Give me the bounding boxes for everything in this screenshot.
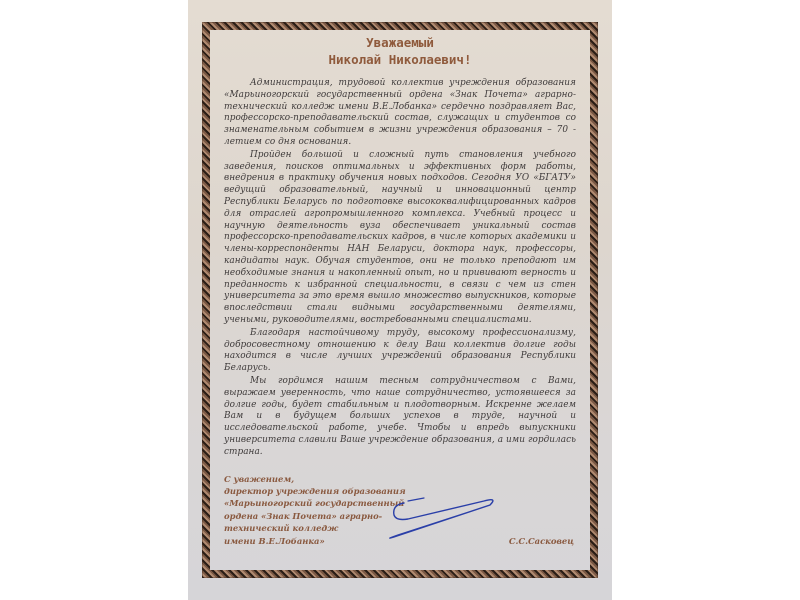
closing-line: директор учреждения образования xyxy=(224,485,406,496)
closing-line: ордена «Знак Почета» аграрно- xyxy=(224,510,383,521)
closing-line: имени В.Е.Лобанка» xyxy=(224,535,325,546)
paragraph-4: Мы гордимся нашим тесным сотрудничеством с Вами, выражаем уверенность, что наше сотрудничество, устоявшееся за долгие годы, будет стабильным и плодотворным. Искренне желаем Вам и в будущем больших успехов в труде, научной и исследовательской работе, учебе. Чтобы и впредь выпускники университета славили Ваше учреждение образования, а ими гордилась страна. xyxy=(224,375,576,457)
salutation-line-1: Уважаемый xyxy=(366,35,434,50)
salutation-line-2: Николай Николаевич! xyxy=(328,52,472,67)
letter-content xyxy=(224,34,576,547)
salutation xyxy=(224,34,576,68)
paragraph-1: Администрация, трудовой коллектив учреждения образования «Марьиногорский государственный ордена «Знак Почета» аграрно-технический колледж имени В.Е.Лобанка» сердечно поздравляет Вас, профессорско-преподавательский состав, служащих и студентов со знаменательным событием в жизни учреждения образования – 70 - летием со дня основания. xyxy=(224,78,576,147)
letter-page xyxy=(188,0,612,600)
closing-line: «Марьиногорский государственный xyxy=(224,498,405,509)
closing-line: технический колледж xyxy=(224,523,339,534)
signature-icon xyxy=(374,493,504,543)
closing-block xyxy=(224,473,576,547)
paragraph-3: Благодаря настойчивому труду, высокому профессионализму, добросовестному отношению к делу Ваш коллектив долгие годы находится в числе лучших учреждений образования Республики Беларусь. xyxy=(224,327,576,374)
paragraph-2: Пройден большой и сложный путь становления учебного заведения, поисков оптимальных и эффективных форм работы, внедрения в практику обучения новых подходов. Сегодня УО «БГАТУ» ведущий образовательный, научный и инновационный центр Республики Беларусь по подготовке высококвалифицированных кадров для отраслей агропромышленного комплекса. Учебный процесс и научную деятельность вуза обеспечивает уникальный состав профессорско-преподавательских кадров, в числе которых академики и члены-корреспонденты НАН Беларуси, доктора наук, профессоры, кандидаты наук. Обучая студентов, они не только преподают им необходимые знания и накопленный опыт, но и прививают верность и преданность к избранной специальности, в связи с чем из стен университета за это время вышло множество выпускников, которые впоследствии стали видными государственными деятелями, учеными, руководителями, востребованными специалистами. xyxy=(224,149,576,325)
closing-line: С уважением, xyxy=(224,473,295,484)
signer-name: С.С.Сасковец xyxy=(508,535,574,546)
